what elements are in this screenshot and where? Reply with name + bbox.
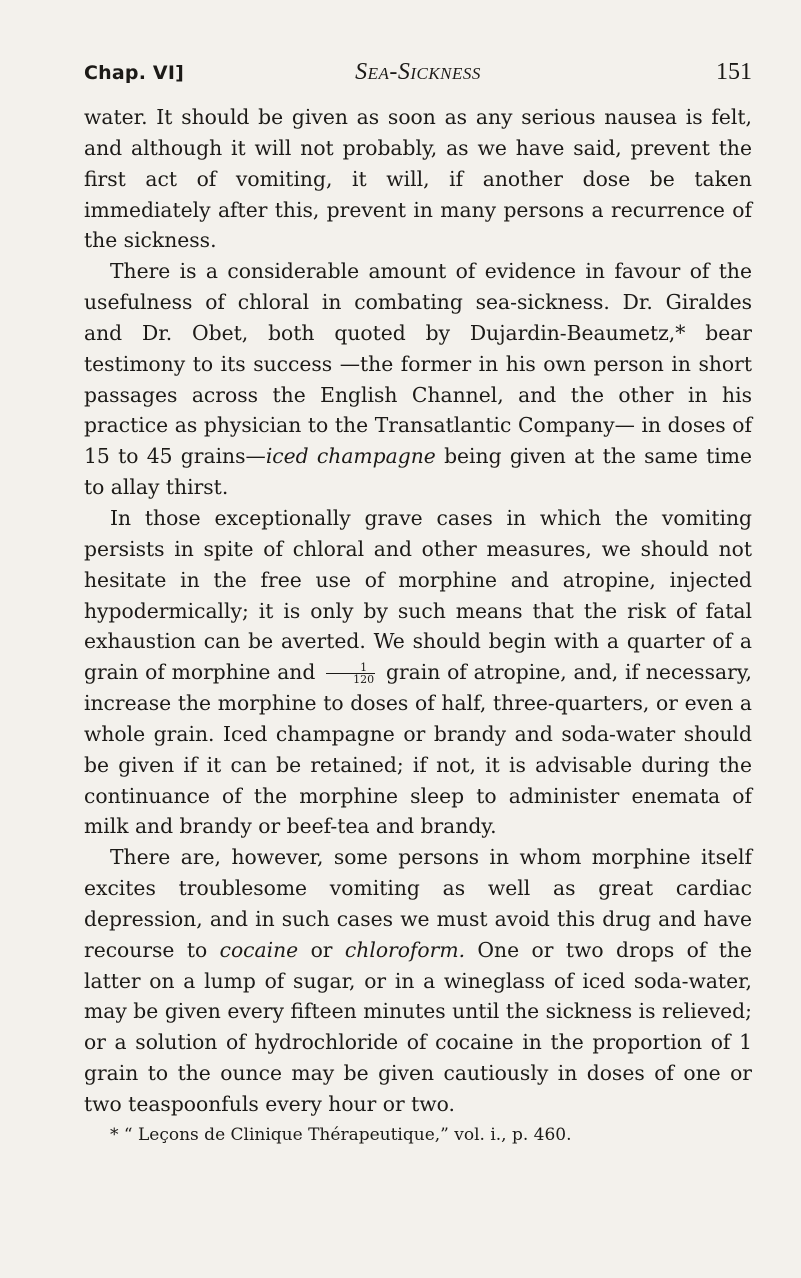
body-text xyxy=(84,102,752,1120)
book-page xyxy=(84,59,753,1146)
paragraph-3: In those exceptionally grave cases in which the vomiting persists in spite of chloral and other measures, we should not hesitate in the free use of morphine and atropine, injected hypodermically; it is only by such means that the risk of fatal exhaustion can be averted. We should begin with a quarter of a grain of morphine and $\frac{1}{120}$ grain of atropine, and, if necessary, increase the morphine to doses of half, three-quarters, or even a whole grain. Iced champagne or brandy and soda-water should be given if it can be retained; if not, it is advisable during the continuance of the morphine sleep to administer enemata of milk and brandy or beef-tea and brandy. xyxy=(84,505,752,839)
chapter-label: Chap. VI] xyxy=(84,62,184,84)
italic-phrase-champagne: iced champagne xyxy=(265,444,436,469)
footnote: * “ Leçons de Clinique Thérapeutique,” vol. i., p. 460. xyxy=(110,1124,572,1145)
paragraph-4: There are, however, some persons in whom morphine itself excites troublesome vomiting as well as great cardiac depression, and in such cases we must avoid this drug and have recourse to cocaine or chloroform. One or two drops of the latter on a lump of sugar, or in a wineglass of iced soda-water, may be given every fifteen minutes until the sickness is relieved; or a solution of hydrochloride of cocaine in the proportion of 1 grain to the ounce may be given cautiously in doses of one or two teaspoonfuls every hour or two. xyxy=(84,845,752,1116)
running-title: Sea-Sickness xyxy=(355,59,481,85)
paragraph-1: water. It should be given as soon as any serious nausea is felt, and although it will not probably, as we have said, prevent the first act of vomiting, it will, if another dose be taken immediately after this, prevent in many persons a recurrence of the sickness. xyxy=(84,105,752,253)
paragraph-2: There is a considerable amount of evidence in favour of the usefulness of chloral in combating sea-sickness. Dr. Giraldes and Dr. Obet, both quoted by Dujardin-Beaumetz,* bear testimony to its success —the former in his own person in short passages across the English Channel, and the other in his practice as physician to the Transatlantic Company— in doses of 15 to 45 grains—iced champagne being given at the same time to allay thirst. xyxy=(84,259,753,500)
italic-word-cocaine: cocaine xyxy=(219,937,299,962)
italic-word-chloroform: chloroform. xyxy=(344,937,466,962)
page-number: 151 xyxy=(716,59,752,85)
running-head xyxy=(84,59,752,96)
fraction-one-hundred-twentieth: $\frac{1}{120}$ xyxy=(326,662,375,685)
